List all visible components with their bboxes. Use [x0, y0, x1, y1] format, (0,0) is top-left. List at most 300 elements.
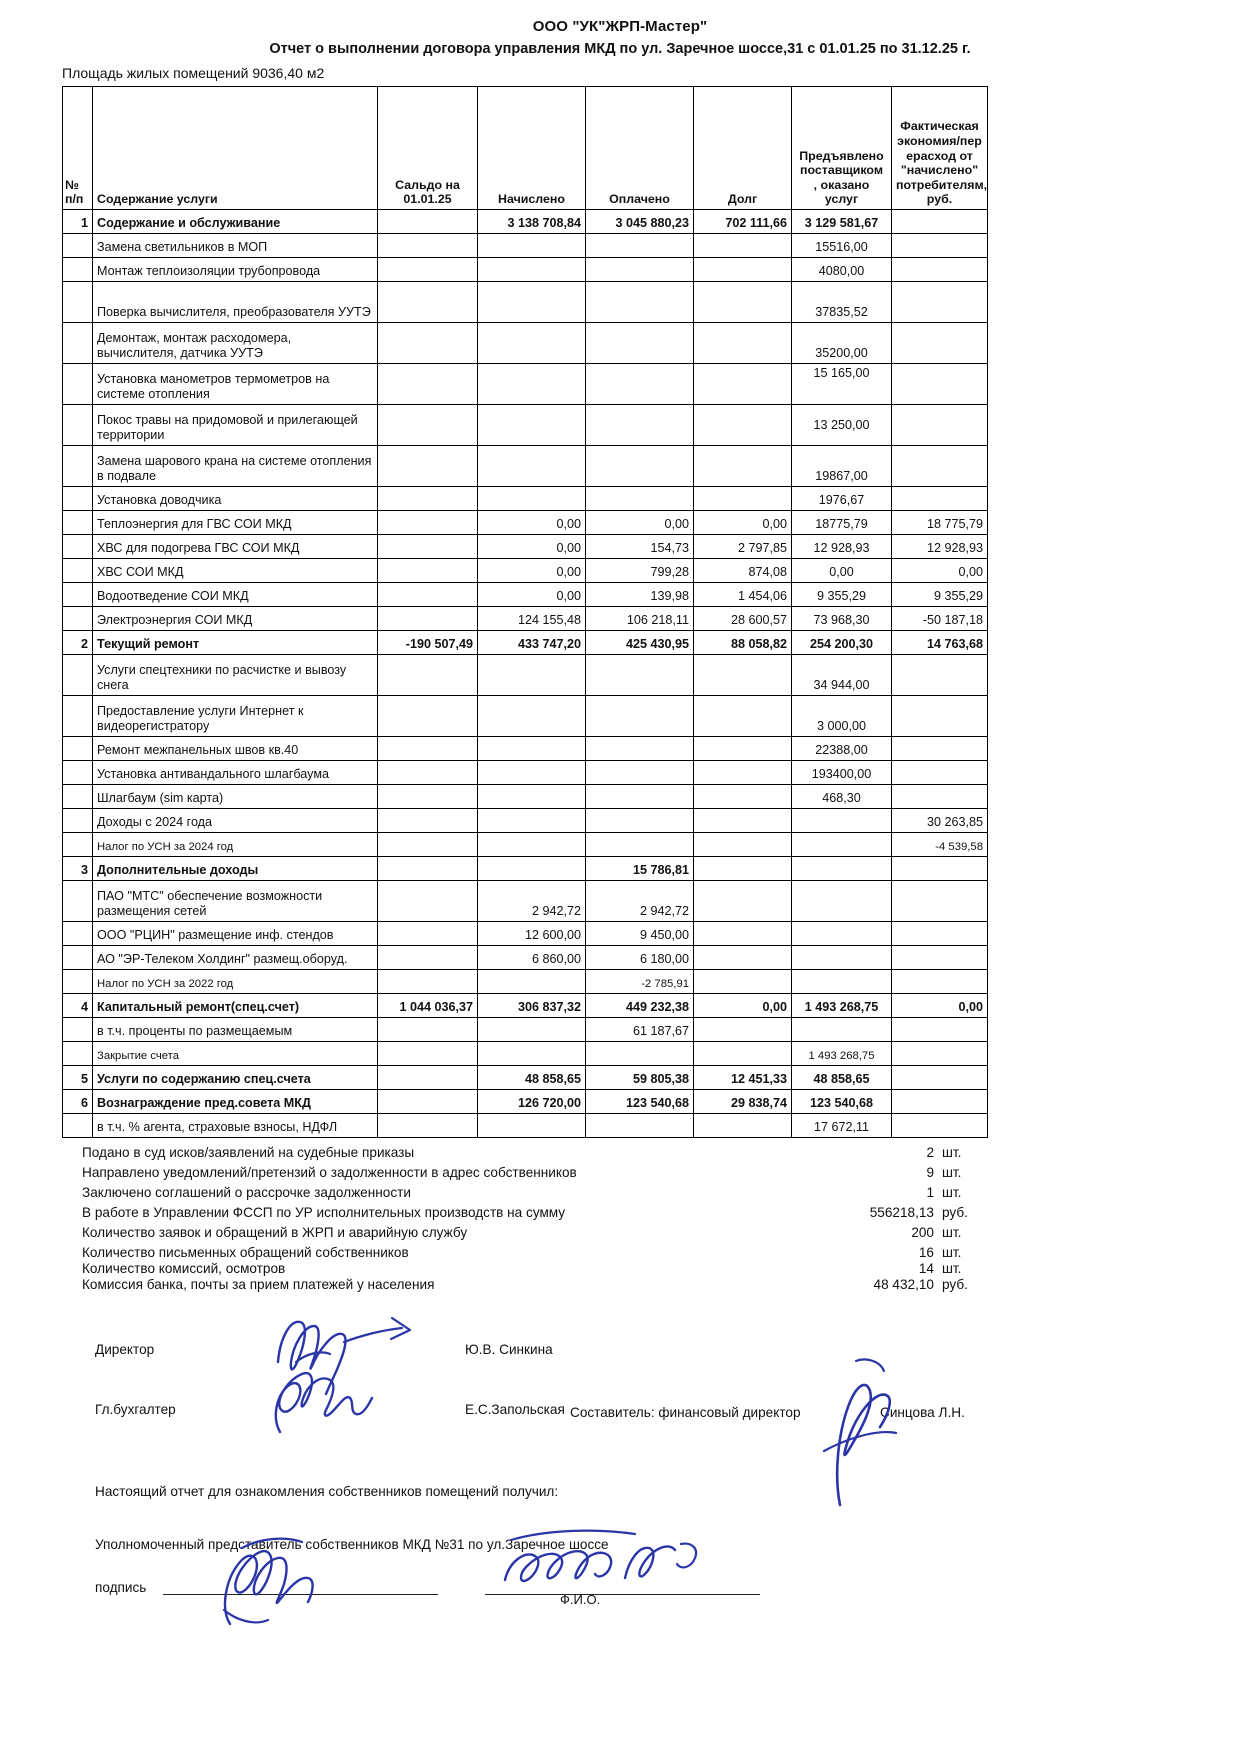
cell-saldo: [378, 405, 478, 446]
cell-debt: [694, 737, 792, 761]
column-header-service: Содержание услуги: [93, 87, 378, 210]
cell-debt: 702 111,66: [694, 210, 792, 234]
report-table-body: [63, 210, 988, 1138]
cell-saldo: [378, 607, 478, 631]
cell-charged: [478, 1114, 586, 1138]
cell-debt: [694, 1114, 792, 1138]
column-header-economy-line3: ерасход от: [906, 148, 973, 163]
cell-saldo: [378, 922, 478, 946]
cell-charged: 6 860,00: [478, 946, 586, 970]
cell-service-name: Поверка вычислителя, преобразователя УУТЭ: [93, 282, 378, 323]
cell-debt: [694, 881, 792, 922]
table-row: [63, 282, 988, 323]
cell-economy: [892, 323, 988, 364]
table-row: [63, 970, 988, 994]
cell-debt: [694, 970, 792, 994]
cell-saldo: 1 044 036,37: [378, 994, 478, 1018]
cell-economy: [892, 655, 988, 696]
table-row: [63, 1018, 988, 1042]
cell-supplier: 22388,00: [792, 737, 892, 761]
cell-supplier: [792, 946, 892, 970]
cell-number: [63, 535, 93, 559]
cell-number: [63, 1042, 93, 1066]
cell-paid: 123 540,68: [586, 1090, 694, 1114]
cell-service-name: Замена шарового крана на системе отопления в подвале: [93, 446, 378, 487]
cell-supplier: [792, 857, 892, 881]
cell-number: [63, 607, 93, 631]
cell-saldo: [378, 210, 478, 234]
cell-debt: [694, 761, 792, 785]
cell-supplier: 1 493 268,75: [792, 994, 892, 1018]
cell-economy: [892, 857, 988, 881]
director-signature-row: [95, 1334, 1095, 1376]
cell-paid: [586, 655, 694, 696]
cell-paid: [586, 405, 694, 446]
statistic-unit: руб.: [942, 1277, 968, 1292]
column-header-supplier-line1: Предъявлено: [799, 148, 884, 163]
cell-number: [63, 785, 93, 809]
cell-service-name: Установка манометров термометров на системе отопления: [93, 364, 378, 405]
statistic-value: 556218,13: [869, 1205, 934, 1220]
cell-debt: [694, 364, 792, 405]
cell-economy: 0,00: [892, 994, 988, 1018]
cell-service-name: ООО "РЦИН" размещение инф. стендов: [93, 922, 378, 946]
column-header-charged: Начислено: [478, 87, 586, 210]
cell-supplier: [792, 881, 892, 922]
cell-supplier: 19867,00: [792, 446, 892, 487]
cell-service-name: Ремонт межпанельных швов кв.40: [93, 737, 378, 761]
table-row: [63, 833, 988, 857]
cell-debt: [694, 234, 792, 258]
cell-paid: [586, 234, 694, 258]
cell-supplier: 12 928,93: [792, 535, 892, 559]
column-header-economy: [892, 87, 988, 210]
cell-debt: 88 058,82: [694, 631, 792, 655]
cell-paid: 425 430,95: [586, 631, 694, 655]
cell-paid: [586, 696, 694, 737]
cell-economy: [892, 282, 988, 323]
table-row: [63, 737, 988, 761]
cell-paid: [586, 761, 694, 785]
cell-saldo: [378, 323, 478, 364]
table-header-row: [63, 87, 988, 210]
statistic-row: [82, 1145, 982, 1160]
statistic-unit: шт.: [942, 1245, 962, 1260]
cell-debt: [694, 922, 792, 946]
cell-charged: [478, 405, 586, 446]
cell-paid: 106 218,11: [586, 607, 694, 631]
cell-economy: [892, 1066, 988, 1090]
cell-paid: [586, 446, 694, 487]
table-row: [63, 1114, 988, 1138]
cell-number: [63, 559, 93, 583]
statistic-row: [82, 1205, 982, 1220]
cell-supplier: 4080,00: [792, 258, 892, 282]
cell-supplier: 9 355,29: [792, 583, 892, 607]
cell-charged: 433 747,20: [478, 631, 586, 655]
cell-paid: [586, 323, 694, 364]
statistic-label: Количество комиссий, осмотров: [82, 1261, 286, 1276]
cell-supplier: 1976,67: [792, 487, 892, 511]
column-header-saldo-line1: Сальдо на: [395, 177, 460, 192]
cell-service-name: Водоотведение СОИ МКД: [93, 583, 378, 607]
cell-supplier: 15 165,00: [792, 364, 892, 405]
cell-supplier: 34 944,00: [792, 655, 892, 696]
cell-paid: [586, 833, 694, 857]
cell-saldo: [378, 696, 478, 737]
cell-economy: 0,00: [892, 559, 988, 583]
cell-number: [63, 511, 93, 535]
cell-debt: 12 451,33: [694, 1066, 792, 1090]
cell-paid: 139,98: [586, 583, 694, 607]
cell-paid: [586, 258, 694, 282]
cell-charged: [478, 655, 586, 696]
cell-saldo: [378, 737, 478, 761]
statistic-value: 2: [926, 1145, 934, 1160]
cell-charged: [478, 833, 586, 857]
cell-charged: [478, 323, 586, 364]
cell-paid: [586, 737, 694, 761]
cell-charged: [478, 970, 586, 994]
cell-service-name: Покос травы на придомовой и прилегающей территории: [93, 405, 378, 446]
cell-supplier: [792, 970, 892, 994]
cell-charged: [478, 737, 586, 761]
living-area-line: Площадь жилых помещений 9036,40 м2: [62, 65, 325, 81]
cell-debt: [694, 809, 792, 833]
cell-service-name: Электроэнергия СОИ МКД: [93, 607, 378, 631]
cell-debt: [694, 323, 792, 364]
cell-saldo: [378, 511, 478, 535]
cell-economy: 30 263,85: [892, 809, 988, 833]
statistic-label: Количество письменных обращений собственников: [82, 1245, 409, 1260]
cell-charged: [478, 809, 586, 833]
table-row: [63, 258, 988, 282]
cell-economy: -4 539,58: [892, 833, 988, 857]
column-header-supplier: [792, 87, 892, 210]
statistics-block: [82, 1145, 982, 1292]
statistic-label: Комиссия банка, почты за прием платежей у населения: [82, 1277, 435, 1292]
statistic-value: 16: [918, 1245, 934, 1260]
accountant-name: Е.С.Запольская: [465, 1402, 565, 1417]
cell-debt: [694, 487, 792, 511]
cell-number: [63, 583, 93, 607]
cell-economy: 9 355,29: [892, 583, 988, 607]
cell-charged: 306 837,32: [478, 994, 586, 1018]
representative-line: Уполномоченный представитель собственников МКД №31 по ул.Заречное шоссе: [95, 1537, 609, 1552]
cell-saldo: [378, 1018, 478, 1042]
statistic-row: [82, 1165, 982, 1180]
report-table-wrapper: [62, 86, 1184, 1138]
report-table: [62, 86, 988, 1138]
cell-number: [63, 1114, 93, 1138]
cell-supplier: 468,30: [792, 785, 892, 809]
director-role-label: Директор: [95, 1342, 155, 1357]
cell-paid: 61 187,67: [586, 1018, 694, 1042]
table-row: [63, 210, 988, 234]
cell-economy: [892, 1018, 988, 1042]
cell-charged: [478, 1018, 586, 1042]
cell-debt: 2 797,85: [694, 535, 792, 559]
cell-debt: 28 600,57: [694, 607, 792, 631]
cell-economy: [892, 761, 988, 785]
cell-service-name: Налог по УСН за 2024 год: [93, 833, 378, 857]
representative-signature-block: [95, 1558, 1240, 1618]
cell-paid: [586, 364, 694, 405]
cell-saldo: [378, 1042, 478, 1066]
cell-service-name: ХВС для подогрева ГВС СОИ МКД: [93, 535, 378, 559]
table-row: [63, 607, 988, 631]
cell-charged: [478, 258, 586, 282]
table-row: [63, 364, 988, 405]
cell-charged: [478, 364, 586, 405]
cell-number: [63, 922, 93, 946]
statistic-value: 200: [911, 1225, 934, 1240]
cell-service-name: Замена светильников в МОП: [93, 234, 378, 258]
cell-number: [63, 487, 93, 511]
cell-debt: 0,00: [694, 994, 792, 1018]
document-header: [0, 0, 1240, 81]
cell-service-name: Установка антивандального шлагбаума: [93, 761, 378, 785]
table-row: [63, 511, 988, 535]
cell-economy: [892, 487, 988, 511]
cell-economy: [892, 922, 988, 946]
cell-number: [63, 970, 93, 994]
cell-charged: [478, 234, 586, 258]
table-row: [63, 1042, 988, 1066]
cell-service-name: Шлагбаум (sim карта): [93, 785, 378, 809]
cell-debt: 1 454,06: [694, 583, 792, 607]
cell-saldo: [378, 364, 478, 405]
cell-service-name: Закрытие счета: [93, 1042, 378, 1066]
table-row: [63, 857, 988, 881]
cell-debt: [694, 946, 792, 970]
cell-debt: [694, 785, 792, 809]
cell-number: [63, 696, 93, 737]
cell-paid: 449 232,38: [586, 994, 694, 1018]
statistic-row: [82, 1277, 982, 1292]
cell-charged: [478, 487, 586, 511]
cell-supplier: 123 540,68: [792, 1090, 892, 1114]
cell-saldo: [378, 970, 478, 994]
column-header-paid: Оплачено: [586, 87, 694, 210]
cell-service-name: Дополнительные доходы: [93, 857, 378, 881]
column-header-economy-line6: руб.: [926, 192, 953, 207]
column-header-economy-line1: Фактическая: [900, 119, 979, 134]
cell-paid: 6 180,00: [586, 946, 694, 970]
cell-saldo: [378, 258, 478, 282]
cell-charged: [478, 1042, 586, 1066]
cell-debt: [694, 1042, 792, 1066]
cell-service-name: в т.ч. проценты по размещаемым: [93, 1018, 378, 1042]
cell-supplier: 18775,79: [792, 511, 892, 535]
cell-debt: [694, 258, 792, 282]
cell-number: [63, 446, 93, 487]
table-row: [63, 761, 988, 785]
signature-rule-left: [163, 1594, 438, 1595]
cell-charged: 48 858,65: [478, 1066, 586, 1090]
cell-service-name: Вознаграждение пред.совета МКД: [93, 1090, 378, 1114]
cell-supplier: 254 200,30: [792, 631, 892, 655]
cell-economy: [892, 737, 988, 761]
cell-economy: [892, 970, 988, 994]
cell-service-name: Услуги спецтехники по расчистке и вывозу снега: [93, 655, 378, 696]
cell-number: [63, 405, 93, 446]
cell-debt: [694, 857, 792, 881]
cell-debt: [694, 1018, 792, 1042]
cell-saldo: [378, 535, 478, 559]
cell-charged: [478, 446, 586, 487]
cell-number: 1: [63, 210, 93, 234]
cell-service-name: Теплоэнергия для ГВС СОИ МКД: [93, 511, 378, 535]
cell-debt: 0,00: [694, 511, 792, 535]
cell-saldo: [378, 946, 478, 970]
column-header-number: [63, 87, 93, 210]
cell-economy: [892, 405, 988, 446]
table-row: [63, 655, 988, 696]
director-name: Ю.В. Синкина: [465, 1342, 553, 1357]
cell-debt: [694, 282, 792, 323]
cell-economy: [892, 1042, 988, 1066]
statistic-label: Количество заявок и обращений в ЖРП и аварийную службу: [82, 1225, 468, 1240]
cell-service-name: Демонтаж, монтаж расходомера, вычислителя, датчика УУТЭ: [93, 323, 378, 364]
statistic-label: Заключено соглашений о рассрочке задолженности: [82, 1185, 411, 1200]
statistic-row: [82, 1225, 982, 1240]
cell-charged: 0,00: [478, 583, 586, 607]
cell-paid: [586, 487, 694, 511]
cell-paid: [586, 785, 694, 809]
cell-number: [63, 881, 93, 922]
statistic-unit: шт.: [942, 1261, 962, 1276]
table-row: [63, 922, 988, 946]
fio-label: Ф.И.О.: [560, 1592, 601, 1607]
cell-debt: [694, 833, 792, 857]
cell-supplier: 1 493 268,75: [792, 1042, 892, 1066]
cell-economy: [892, 881, 988, 922]
statistic-label: Направлено уведомлений/претензий о задолженности в адрес собственников: [82, 1165, 577, 1180]
column-header-supplier-line3: , оказано: [813, 177, 870, 192]
table-row: [63, 881, 988, 922]
cell-economy: [892, 446, 988, 487]
table-row: [63, 785, 988, 809]
cell-number: [63, 946, 93, 970]
table-row: [63, 946, 988, 970]
cell-supplier: [792, 833, 892, 857]
table-row: [63, 446, 988, 487]
cell-service-name: Текущий ремонт: [93, 631, 378, 655]
statistic-label: В работе в Управлении ФССП по УР исполнительных производств на сумму: [82, 1205, 566, 1220]
cell-saldo: [378, 487, 478, 511]
cell-supplier: 48 858,65: [792, 1066, 892, 1090]
cell-supplier: [792, 922, 892, 946]
accountant-role-label: Гл.бухгалтер: [95, 1402, 176, 1417]
cell-debt: [694, 405, 792, 446]
statistic-value: 1: [926, 1185, 934, 1200]
statistic-row: [82, 1185, 982, 1200]
cell-service-name: Налог по УСН за 2022 год: [93, 970, 378, 994]
cell-paid: 3 045 880,23: [586, 210, 694, 234]
company-name: ООО "УК"ЖРП-Мастер": [532, 18, 708, 35]
cell-debt: [694, 696, 792, 737]
cell-charged: 3 138 708,84: [478, 210, 586, 234]
cell-paid: 154,73: [586, 535, 694, 559]
cell-supplier: [792, 809, 892, 833]
cell-number: [63, 258, 93, 282]
cell-economy: [892, 210, 988, 234]
cell-saldo: [378, 234, 478, 258]
cell-charged: [478, 785, 586, 809]
cell-number: [63, 1018, 93, 1042]
cell-supplier: 193400,00: [792, 761, 892, 785]
cell-paid: 15 786,81: [586, 857, 694, 881]
cell-saldo: [378, 559, 478, 583]
table-row: [63, 487, 988, 511]
cell-charged: 0,00: [478, 535, 586, 559]
column-header-saldo-line2: 01.01.25: [403, 192, 452, 207]
cell-service-name: Доходы с 2024 года: [93, 809, 378, 833]
statistic-unit: шт.: [942, 1225, 962, 1240]
cell-saldo: [378, 655, 478, 696]
cell-number: [63, 364, 93, 405]
table-row: [63, 559, 988, 583]
cell-economy: [892, 696, 988, 737]
cell-charged: 126 720,00: [478, 1090, 586, 1114]
cell-economy: -50 187,18: [892, 607, 988, 631]
cell-economy: [892, 1090, 988, 1114]
table-row: [63, 583, 988, 607]
compiler-role-label: Составитель: финансовый директор: [570, 1405, 801, 1420]
column-header-supplier-line2: поставщиком: [799, 163, 884, 178]
column-header-number-line1: №: [65, 177, 79, 192]
cell-paid: 0,00: [586, 511, 694, 535]
cell-number: [63, 809, 93, 833]
statistic-unit: шт.: [942, 1185, 962, 1200]
table-row: [63, 1090, 988, 1114]
cell-supplier: 15516,00: [792, 234, 892, 258]
cell-service-name: Предоставление услуги Интернет к видеорегистратору: [93, 696, 378, 737]
cell-saldo: [378, 785, 478, 809]
cell-charged: [478, 857, 586, 881]
cell-charged: 0,00: [478, 511, 586, 535]
table-row: [63, 696, 988, 737]
cell-service-name: Капитальный ремонт(спец.счет): [93, 994, 378, 1018]
statistic-unit: шт.: [942, 1165, 962, 1180]
statistic-value: 48 432,10: [873, 1277, 934, 1292]
table-row: [63, 1066, 988, 1090]
cell-number: 3: [63, 857, 93, 881]
statistic-row: [82, 1245, 982, 1260]
cell-economy: [892, 258, 988, 282]
cell-economy: [892, 234, 988, 258]
cell-economy: [892, 364, 988, 405]
cell-supplier: 17 672,11: [792, 1114, 892, 1138]
cell-number: [63, 737, 93, 761]
cell-service-name: ХВС СОИ МКД: [93, 559, 378, 583]
compiler-name: Синцова Л.Н.: [880, 1405, 965, 1420]
cell-supplier: 37835,52: [792, 282, 892, 323]
cell-saldo: [378, 881, 478, 922]
cell-saldo: [378, 809, 478, 833]
cell-supplier: 3 129 581,67: [792, 210, 892, 234]
director-signature-mark: [260, 1296, 490, 1401]
cell-charged: [478, 696, 586, 737]
statistic-row: [82, 1261, 982, 1276]
column-header-economy-line5: потребителям,: [896, 177, 988, 192]
cell-charged: [478, 282, 586, 323]
column-header-economy-line2: экономия/пер: [897, 133, 982, 148]
cell-number: [63, 655, 93, 696]
cell-charged: 0,00: [478, 559, 586, 583]
cell-charged: 124 155,48: [478, 607, 586, 631]
